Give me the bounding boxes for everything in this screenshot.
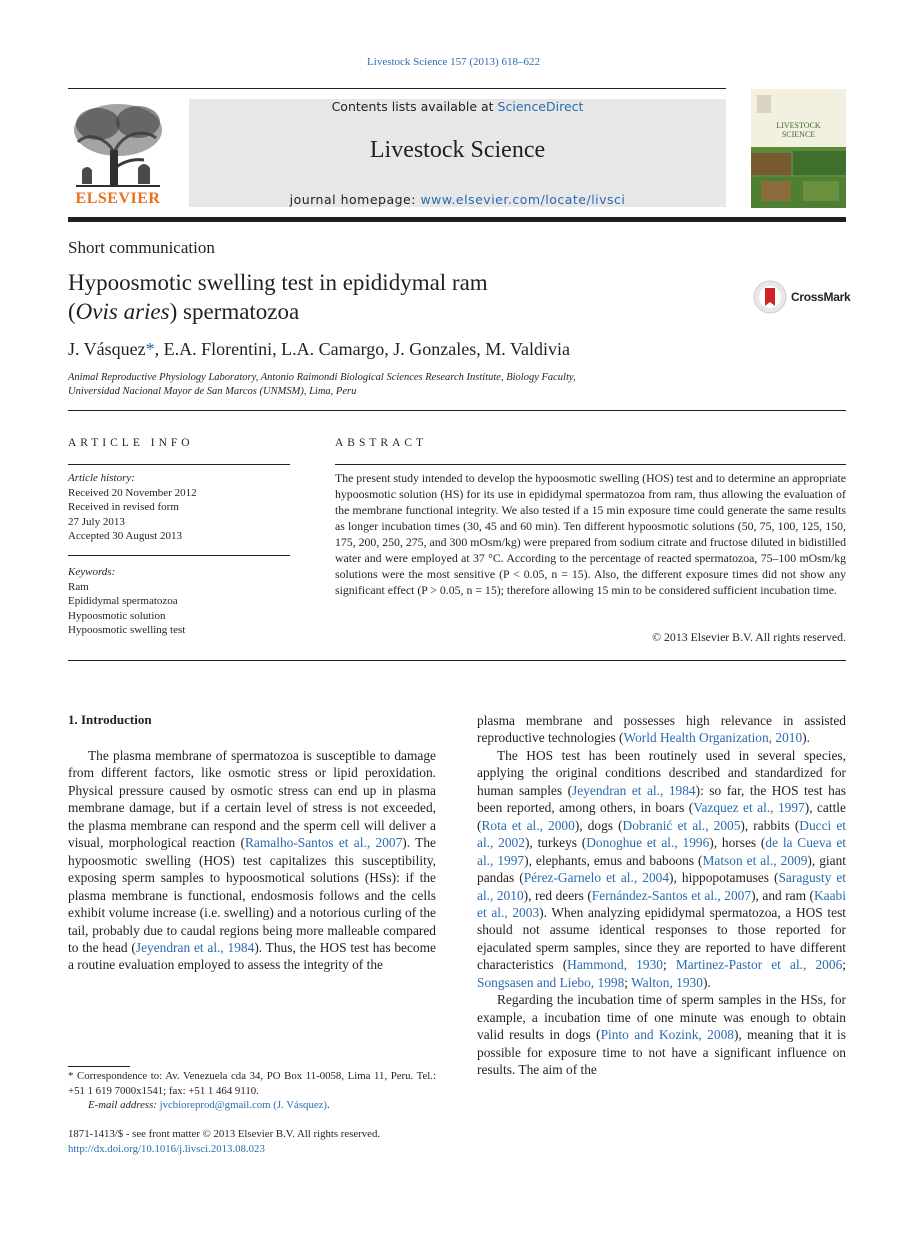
citation-link[interactable]: Ramalho-Santos et al., 2007 <box>244 835 403 851</box>
body-text: ). The hypoosmotic swelling (HOS) test capitalizes this susceptibility, exposing sperm samples to hypoosmotical solutions (HSs): if the plasma membrane is functional, endosmosis follows and the cells exhibit volume increase (i.e. swelling) and a notorious curling of the tail, probably due to caudal regions being more malleable compared to the head ( <box>68 835 436 955</box>
citation-link[interactable]: Martinez-Pastor et al., 2006 <box>675 957 843 973</box>
body-text: ), cattle ( <box>477 800 846 833</box>
front-matter <box>68 1127 468 1156</box>
keyword: Epididymal spermatozoa <box>68 595 178 607</box>
sciencedirect-link[interactable]: ScienceDirect <box>497 99 584 114</box>
body-paragraph <box>477 747 846 991</box>
journal-cover-thumbnail[interactable] <box>751 89 846 208</box>
abstract-rule <box>335 464 846 465</box>
keyword: Ram <box>68 580 89 593</box>
body-text: Regarding the incubation time of sperm samples in the HSs, for example, a incubation time of one minute was enough to obtain valid results in dogs ( <box>477 992 846 1043</box>
affiliation <box>68 371 688 399</box>
history-label: Article history: <box>68 472 135 484</box>
body-text: The plasma membrane of spermatozoa is susceptible to damage from different factors, like osmotic stress or lipid peroxidation. Physical pressure caused by osmotic stress can end up in plasma membrane damage, but if a certain level of stress is not exceeded, the plasma membrane can respond and the sperm cell will deliver a visual, morphological reaction ( <box>68 748 436 851</box>
abstract-bottom-rule <box>68 660 846 661</box>
footnote-rule <box>68 1066 130 1067</box>
body-text: ), rabbits ( <box>740 817 800 833</box>
article-history <box>68 471 290 544</box>
keyword: Hypoosmotic swelling test <box>68 624 186 636</box>
journal-name: Livestock Science <box>369 137 546 163</box>
abstract-heading: ABSTRACT <box>335 437 428 449</box>
citation-link[interactable]: Kaabi et al., 2003 <box>477 887 846 920</box>
homepage-prefix: journal homepage: <box>289 192 421 207</box>
body-text: ; <box>662 957 676 973</box>
body-text: ): so far, the HOS test has been reported, among others, in boars ( <box>477 782 846 816</box>
email-link[interactable]: jvcbioreprod@gmail.com (J. Vásquez) <box>159 1099 328 1111</box>
title-line2 <box>68 297 688 326</box>
body-text: ), horses ( <box>709 835 766 851</box>
body-text: ; <box>842 957 847 973</box>
citation-link[interactable]: Jeyendran et al., 1984 <box>135 939 255 955</box>
body-text: ), giant pandas ( <box>477 852 846 886</box>
contents-prefix: Contents lists available at <box>331 99 498 114</box>
contents-available-line <box>189 99 726 114</box>
cover-title-line2: SCIENCE <box>781 130 816 139</box>
article-info-rule <box>68 464 290 465</box>
section-heading-introduction: 1. Introduction <box>68 712 152 727</box>
body-text: ). <box>802 730 810 746</box>
body-text: ). <box>702 974 711 990</box>
footnote-email-label: E-mail address: <box>88 1099 160 1111</box>
body-text: The HOS test has been routinely used in several species, applying the original conditions described and standardized for human samples ( <box>477 747 846 798</box>
journal-citation[interactable]: Livestock Science 157 (2013) 618–622 <box>367 56 540 68</box>
affiliation-line2: Universidad Nacional Mayor de San Marcos (UNMSM), Lima, Peru <box>68 386 357 397</box>
affiliation-line1: Animal Reproductive Physiology Laboratory, Antonio Raimondi Biological Sciences Research Institute, Biology Faculty, <box>68 372 576 383</box>
citation-link[interactable]: Jeyendran et al., 1984 <box>572 782 696 798</box>
crossmark-icon[interactable] <box>753 280 787 314</box>
cover-title-line1: LIVESTOCK <box>776 121 821 130</box>
body-text: ), turkeys ( <box>524 835 587 851</box>
citation-link[interactable]: Fernández-Santos et al., 2007 <box>591 887 752 903</box>
abstract-copyright: © 2013 Elsevier B.V. All rights reserved. <box>652 630 846 644</box>
keywords <box>68 565 290 638</box>
body-text: plasma membrane and possesses high relevance in assisted reproductive technologies ( <box>477 713 846 746</box>
body-text: ). Thus, the HOS test has become a routine evaluation employed to assess the integrity of the <box>68 939 436 973</box>
authors-rest: , E.A. Florentini, L.A. Camargo, J. Gonzales, M. Valdivia <box>154 339 570 359</box>
keywords-rule <box>68 555 290 556</box>
article-type: Short communication <box>68 238 215 257</box>
footnote-correspondence: Correspondence to: Av. Venezuela cda 34, PO Box 11-0058, Lima 11, Peru. Tel.: +51 1 619 7000x1541; fax: +51 1 464 9110. <box>68 1070 436 1097</box>
correspondence-footnote <box>68 1069 436 1113</box>
citation-link[interactable]: Donoghue et al., 1996 <box>586 835 710 851</box>
article-title <box>68 268 688 326</box>
citation-link[interactable]: Walton, 1930 <box>631 974 703 990</box>
article-info-heading: ARTICLE INFO <box>68 437 194 449</box>
footnote-mark: * <box>68 1070 74 1082</box>
title-paren-open: ( <box>68 299 76 324</box>
body-text: ), red deers ( <box>523 887 592 903</box>
header-thick-rule <box>68 217 846 222</box>
corresponding-author-mark[interactable]: * <box>145 339 155 359</box>
body-paragraph <box>477 712 846 747</box>
body-column-right <box>477 712 846 1079</box>
citation-link[interactable]: Songsasen and Liebo, 1998 <box>477 974 625 990</box>
body-text: ), meaning that it is possible for exposure time to not have a significant influence on results. The aim of the <box>477 1027 846 1078</box>
history-entry: Received in revised form <box>68 501 179 513</box>
body-text: ), elephants, emus and baboons ( <box>524 852 703 868</box>
body-paragraph <box>477 991 846 1078</box>
journal-homepage-line <box>189 192 726 207</box>
body-text: ; <box>624 974 632 990</box>
citation-link[interactable]: Vazquez et al., 1997 <box>693 800 805 816</box>
author-first: J. Vásquez <box>68 339 146 359</box>
title-line1: Hypoosmotic swelling test in epididymal ram <box>68 270 488 295</box>
header-top-rule <box>68 88 726 89</box>
history-entry: 27 July 2013 <box>68 515 125 528</box>
body-paragraph <box>68 747 436 974</box>
title-bottom-rule <box>68 410 846 411</box>
citation-link[interactable]: Pérez-Garnelo et al., 2004 <box>523 870 670 886</box>
citation-link[interactable]: Ducci et al., 2002 <box>477 817 847 851</box>
citation-link[interactable]: Pinto and Kozink, 2008 <box>600 1027 734 1043</box>
citation-link[interactable]: Saragusty et al., 2010 <box>477 870 847 903</box>
body-text: ). When analyzing epididymal spermatozoa, a HOS test should not assume identical responses to those reported for ejaculated sperm samples, since they are reported to have different characteristics ( <box>477 904 847 973</box>
author-list <box>68 339 570 360</box>
doi-link[interactable]: http://dx.doi.org/10.1016/j.livsci.2013.08.023 <box>68 1142 265 1155</box>
citation-link[interactable]: Matson et al., 2009 <box>702 852 808 868</box>
body-text: ), and ram ( <box>751 887 814 903</box>
title-species-italic: Ovis aries <box>75 299 170 324</box>
citation-link[interactable]: World Health Organization, 2010 <box>623 730 803 746</box>
crossmark-label[interactable]: CrossMark <box>791 290 851 304</box>
body-text: ), dogs ( <box>574 817 623 833</box>
body-text: ), hippopotamuses ( <box>669 870 779 886</box>
citation-link[interactable]: de la Cueva et al., 1997 <box>477 835 846 868</box>
abstract-text: The present study intended to develop the hypoosmotic swelling (HOS) test and to determine an appropriate hypoosmotic solution (HS) for its use in epididymal spermatozoa from ram, thus allowing the evaluation of the membrane functional integrity. We also tested if a 15 min exposure time could generate the same results as longer incubation times (30, 45 and 60 min). Ten different hypoosmotic solutions (50, 75, 100, 125, 150, 175, 200, 250, 275, and 300 mOsm/kg) were prepared from sodium citrate and fructose diluted in bidistilled water and were employed at 37 °C. According to the percentage of reacted spermatozoa, 75–100 mOsm/kg solutions were the most sensitive (P < 0.05, n = 15). Also, the different exposure times did not show any significant effect (P > 0.05, n = 15); therefore allowing 15 min to be considered sufficient incubation time. <box>335 471 846 597</box>
body-column-left <box>68 747 436 974</box>
keywords-label: Keywords: <box>68 566 116 578</box>
citation-link[interactable]: Dobranić et al., 2005 <box>622 817 741 833</box>
citation-link[interactable]: Rota et al., 2000 <box>481 817 575 833</box>
history-entry: Accepted 30 August 2013 <box>68 530 182 542</box>
history-entry: Received 20 November 2012 <box>68 486 197 499</box>
footnote-email-end: . <box>327 1099 330 1111</box>
elsevier-wordmark: ELSEVIER <box>75 190 161 207</box>
cover-title <box>751 121 846 139</box>
title-rest: ) spermatozoa <box>169 299 300 324</box>
journal-homepage-link[interactable]: www.elsevier.com/locate/livsci <box>420 192 626 207</box>
citation-link[interactable]: Hammond, 1930 <box>567 957 663 973</box>
issn-line: 1871-1413/$ - see front matter © 2013 Elsevier B.V. All rights reserved. <box>68 1128 381 1140</box>
keyword: Hypoosmotic solution <box>68 609 166 622</box>
